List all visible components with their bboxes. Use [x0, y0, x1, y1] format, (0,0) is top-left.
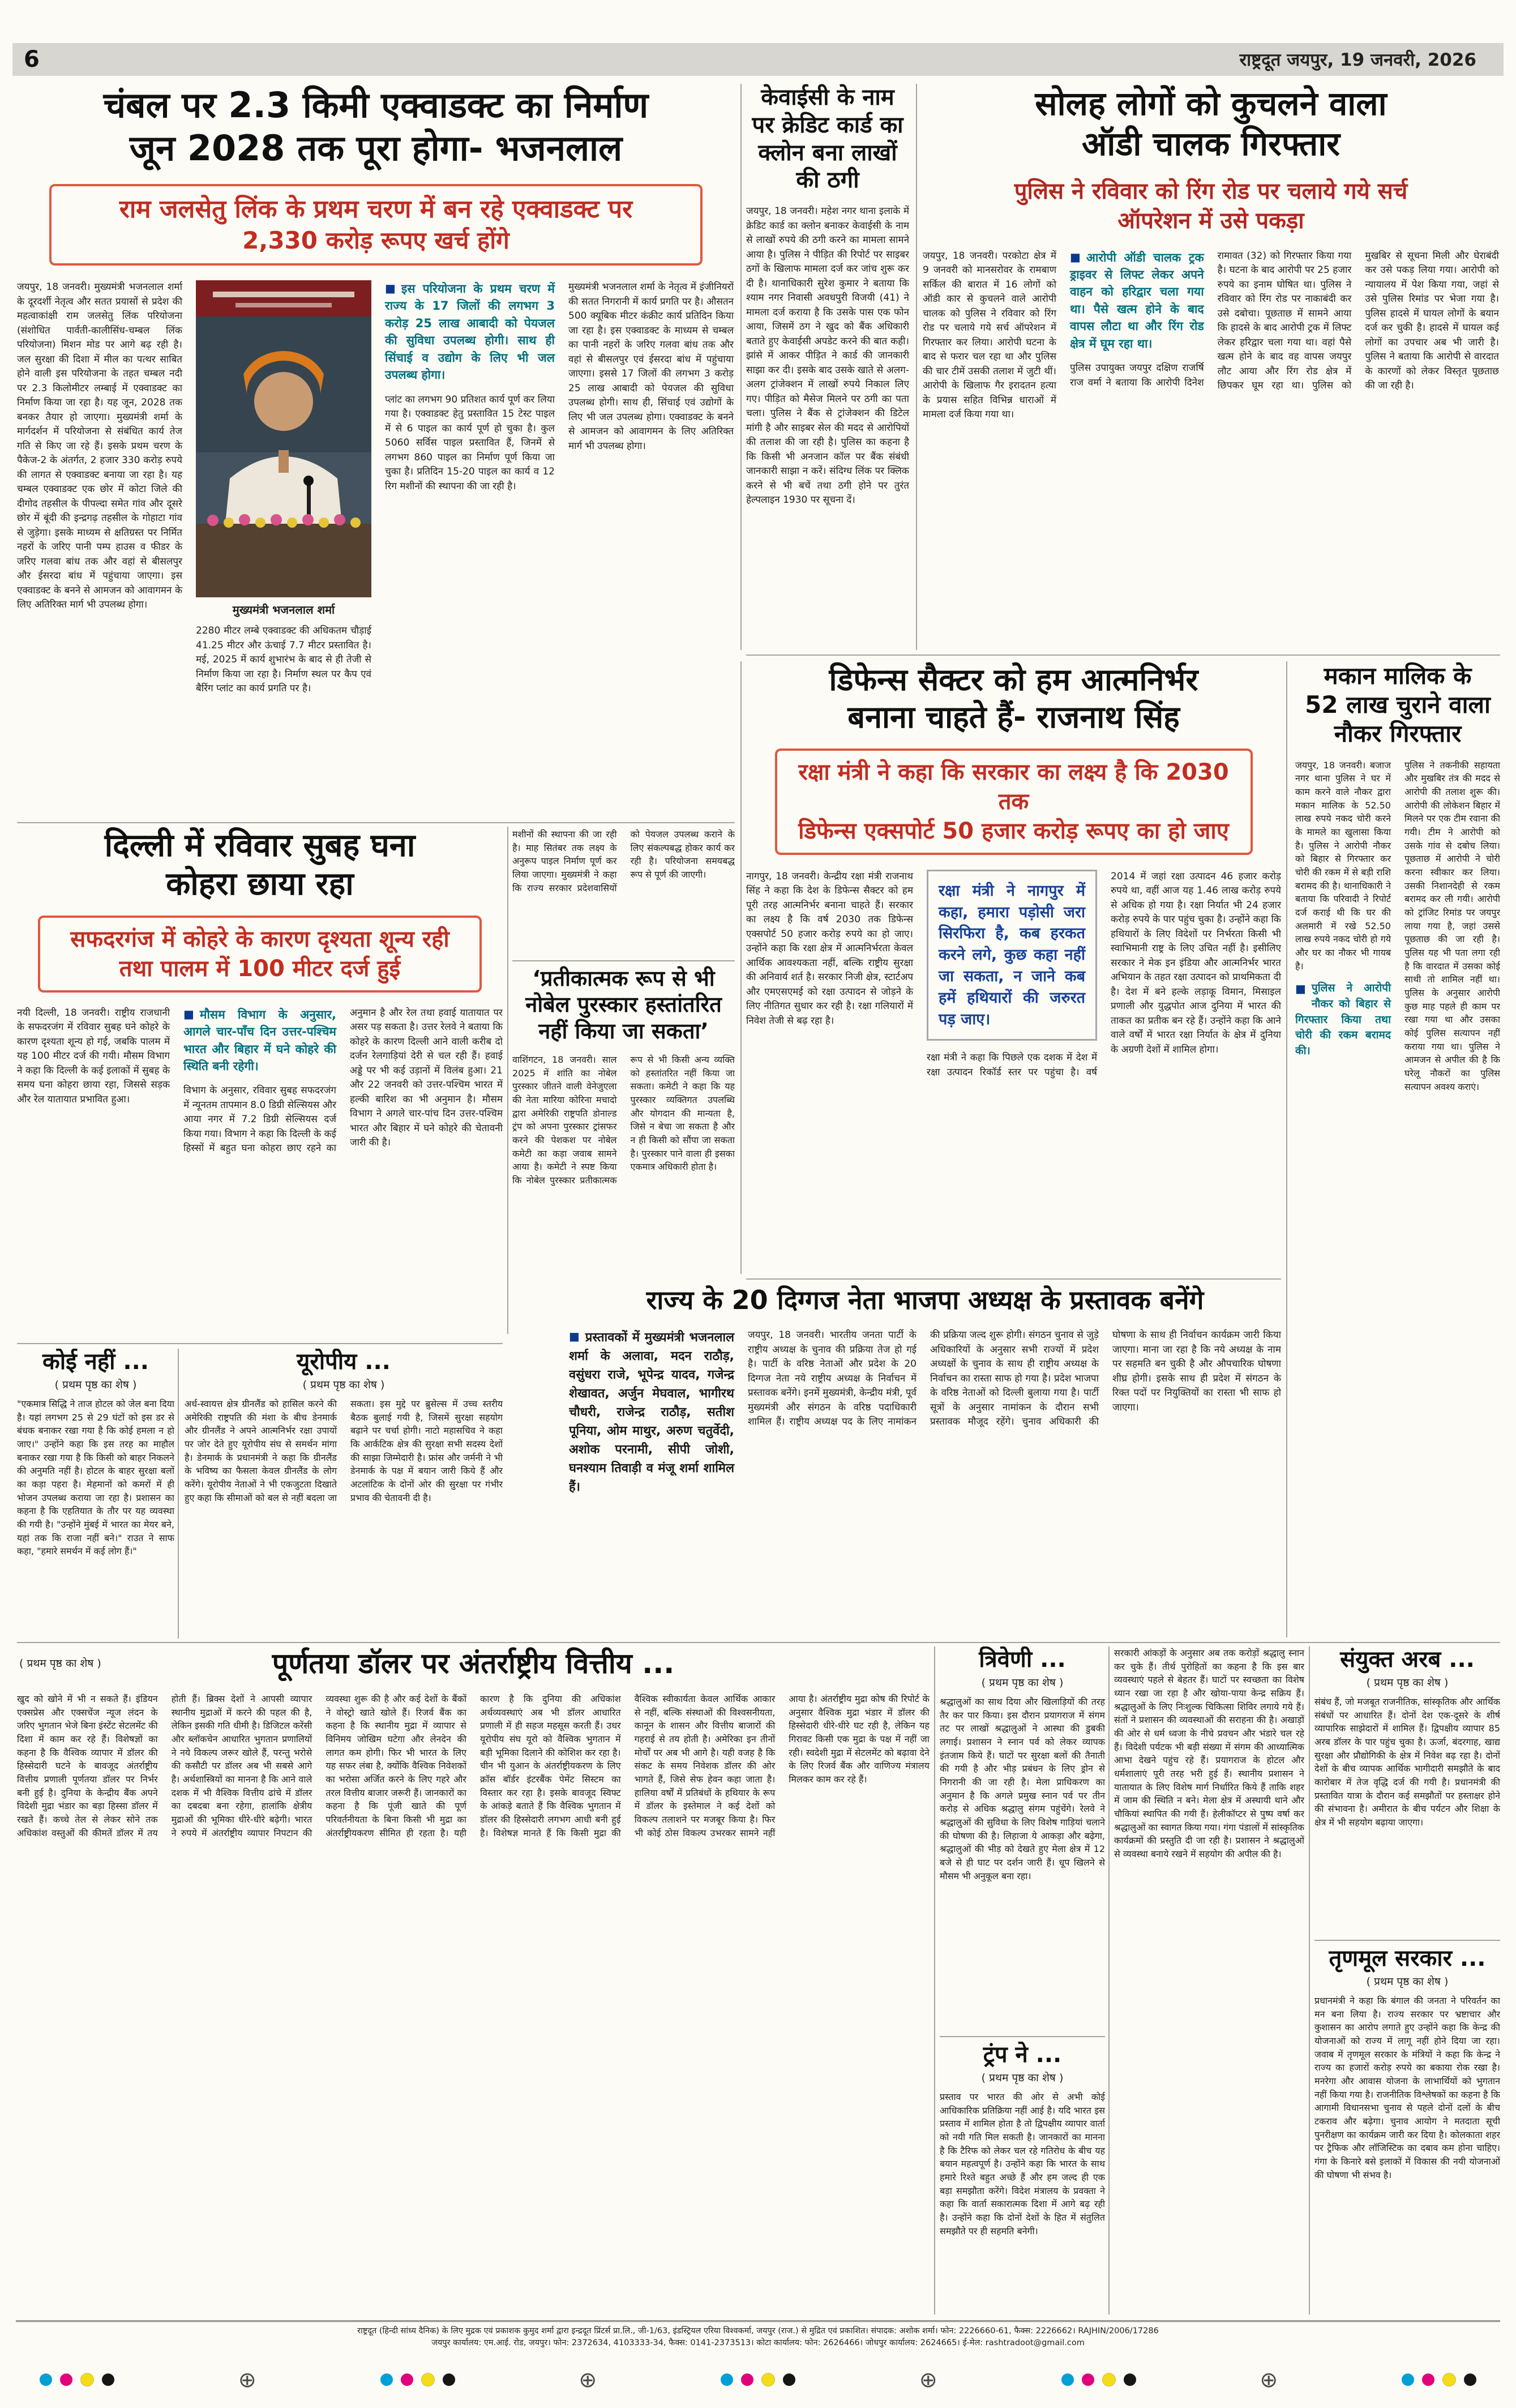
body-part2: पुलिस ने तकनीकी सहायता और मुखबिर तंत्र की मदद से आरोपी की तलाश शुरू की। आरोपी की लोकेशन बिहार में मिलने पर एक टीम रवाना की गयी। टीम ने आरोपी को उसके गांव से दबोच लिया। पूछताछ में आरोपी ने चोरी करना स्वीकार कर लिया। उसकी निशानदेही से रकम बरामद कर ली गयी। आरोपी को ट्रांजिट रिमांड पर जयपुर लाया गया है, जहां उससे पूछताछ की जा रही है। पुलिस यह भी पता लगा रही है कि वारदात में उसका कोई साथी तो शामिल नहीं था। पुलिस के अनुसार आरोपी कुछ माह पहले ही काम पर रखा गया था और उसका कोई पुलिस सत्यापन नहीं कराया गया था। पुलिस ने आमजन से अपील की है कि घरेलू नौकरों का पुलिस सत्यापन अवश्य कराएं। [1404, 759, 1500, 1092]
body-col1: जयपुर, 18 जनवरी। मुख्यमंत्री भजनलाल शर्मा के दूरदर्शी नेतृत्व और सतत प्रयासों से प्रदेश की महत्वाकांक्षी राम जलसेतु लिंक परियोजना (संशोधित पार्वती-कालीसिंध-चम्बल लिंक परियोजना) मिशन मोड पर आगे बढ़ रही है। जल सुरक्षा की दिशा में मील का पत्थर साबित होने वाली इस परियोजना के तहत चम्बल नदी पर 2.3 किलोमीटर लम्बाई में एक्वाडक्ट का निर्माण किया जा रहा है। यह जून, 2028 तक बनकर तैयार हो जाएगा। मुख्यमंत्री शर्मा के मार्गदर्शन में परियोजना से संबंधित कार्य तेज गति से किए जा रहे हैं। इसके प्रथम चरण के पैकेज-2 के अंतर्गत, 2 हजार 330 करोड़ रुपये की लागत से एक्वाडक्ट बनाया जा रहा है। यह चम्बल एक्वाडक्ट एक छोर में कोटा जिले की दीगोद तहसील के पीपल्दा समेत गांव और दूसरे छोर में बूंदी की इन्द्रगढ़ तहसील के गोहाटा गांव से जुड़ेगा। इसके माध्यम से क्षतिग्रस्त पर निर्मित नहरों के जरिए पानी पम्प हाउस व फीडर के जरिए गलवा बांध तक और वहां से बीसलपुर और ईसरदा बांध में पहुंचाया जाएगा। इस एक्वाडक्ट के बनने से आमजन को आवागमन के लिए अतिरिक्त मार्ग भी उपलब्ध होगा। [17, 281, 182, 611]
proposers-box [569, 1328, 734, 1634]
body: खुद को खोने में भी न सकते हैं। इंडियन एक्सप्रेस और एक्सचेंज न्यूज लंदन के जरिए भुगतान भेजे बिना इंस्टेंट सेटलमेंट की दिशा में काम कर रहे हैं। विशेषज्ञों का कहना है कि वैश्विक व्यापार में डॉलर की हिस्सेदारी घटने के बावजूद अंतर्राष्ट्रीय वित्तीय प्रणाली पूर्णतया डॉलर पर निर्भर बनी हुई है। दुनिया के केन्द्रीय बैंक अपने विदेशी मुद्रा भंडार का बड़ा हिस्सा डॉलर में रखते हैं। कच्चे तेल से लेकर सोने तक अधिकांश वस्तुओं की कीमतें डॉलर में तय होती हैं। ब्रिक्स देशों ने आपसी व्यापार स्थानीय मुद्राओं में करने की पहल की है, लेकिन इसकी गति धीमी है। डिजिटल करेंसी और ब्लॉकचेन आधारित भुगतान प्रणालियों ने नये विकल्प जरूर खोले हैं, परन्तु भरोसे की कसौटी पर डॉलर अब भी सबसे आगे है। अर्थशास्त्रियों का मानना है कि आने वाले दशक में भी वैश्विक वित्तीय ढांचे में डॉलर का दबदबा बना रहेगा, हालांकि क्षेत्रीय मुद्राओं की भूमिका धीरे-धीरे बढ़ेगी। भारत ने रुपये में अंतर्राष्ट्रीय व्यापार निपटान की व्यवस्था शुरू की है और कई देशों के बैंकों ने वोस्ट्रो खाते खोले हैं। रिजर्व बैंक का कहना है कि स्थानीय मुद्रा में व्यापार से विनिमय जोखिम घटेगा और लेनदेन की लागत कम होगी। फिर भी भारत के लिए यह सफर लंबा है, क्योंकि वैश्विक निवेशकों का भरोसा अर्जित करने के लिए गहरे और तरल वित्तीय बाजार जरूरी हैं। जानकारों का कहना है कि पूंजी खाते की पूर्ण परिवर्तनीयता के बिना किसी भी मुद्रा का अंतर्राष्ट्रीयकरण सीमित ही रहता है। यही कारण है कि दुनिया की अधिकांश अर्थव्यवस्थाएं अब भी डॉलर आधारित प्रणाली में ही सहज महसूस करती हैं। उधर यूरोपीय संघ यूरो को वैश्विक भुगतान में बड़ी भूमिका दिलाने की कोशिश कर रहा है। चीन भी युआन के अंतर्राष्ट्रीयकरण के लिए क्रॉस बॉर्डर इंटरबैंक पेमेंट सिस्टम का विस्तार कर रहा है। इसके बावजूद स्विफ्ट के आंकड़े बताते हैं कि वैश्विक भुगतान में डॉलर की हिस्सेदारी लगभग आधी बनी हुई है। विशेषज्ञ मानते हैं कि किसी मुद्रा की वैश्विक स्वीकार्यता केवल आर्थिक आकार से नहीं, बल्कि संस्थाओं की विश्वसनीयता, कानून के शासन और वित्तीय बाजारों की गहराई से तय होती है। अमेरिका इन तीनों मोर्चों पर अब भी आगे है। यही वजह है कि संकट के समय निवेशक डॉलर की ओर भागते हैं, जिसे सेफ हेवन कहा जाता है। हालिया वर्षों में प्रतिबंधों के हथियार के रूप में डॉलर के इस्तेमाल ने कई देशों को विकल्प तलाशने पर मजबूर किया है। फिर भी कोई ठोस विकल्प उभरकर सामने नहीं आया है। अंतर्राष्ट्रीय मुद्रा कोष की रिपोर्ट के अनुसार वैश्विक मुद्रा भंडार में डॉलर की हिस्सेदारी धीरे-धीरे घट रही है, लेकिन यह गिरावट किसी एक मुद्रा के पक्ष में नहीं जा रही। स्वदेशी मुद्रा में सेटलमेंट को बढ़ावा देने के लिए रिजर्व बैंक और वाणिज्य मंत्रालय मिलकर काम कर रहे हैं। [17, 1693, 930, 1838]
body-cols [927, 870, 1281, 1274]
body-rest: रक्षा मंत्री ने कहा कि पिछले एक दशक में देश में रक्षा उत्पादन रिकॉर्ड स्तर पर पहुंचा है। वर्ष 2014 में जहां रक्षा उत्पादन 46 हजार करोड़ रुपये था, वहीं आज यह 1.46 लाख करोड़ रुपये से अधिक हो गया है। रक्षा निर्यात भी 24 हजार करोड़ रुपये के पार पहुंच चुका है। उन्होंने कहा कि हथियारों के लिए विदेशों पर निर्भरता किसी भी स्वाभिमानी राष्ट्र के लिए उचित नहीं है। इसीलिए सरकार ने मेक इन इंडिया और आत्मनिर्भर भारत अभियान के तहत रक्षा उत्पादन को प्राथमिकता दी है। देश में बने हल्के लड़ाकू विमान, मिसाइल प्रणाली और युद्धपोत आज दुनिया में भारत की ताकत का प्रतीक बन रहे हैं। उन्होंने कहा कि आने वाले वर्षों में भारत रक्षा निर्यात के क्षेत्र में दुनिया के अग्रणी देशों में शामिल होगा। [927, 870, 1281, 1078]
continuation-uae [1314, 1646, 1500, 1940]
divider [746, 1278, 1281, 1280]
divider [940, 2036, 1105, 2037]
cyan-dot-icon [1402, 2373, 1414, 2386]
divider [746, 655, 1500, 656]
black-dot-icon [102, 2373, 114, 2386]
cyan-dot-icon [721, 2373, 733, 2386]
divider [740, 84, 742, 650]
continuation-column: सरकारी आंकड़ों के अनुसार अब तक करोड़ों श्रद्धालु स्नान कर चुके हैं। तीर्थ पुरोहितों का कहना है कि इस बार व्यवस्थाएं पहले से बेहतर हैं। घाटों पर स्वच्छता का विशेष ध्यान रखा जा रहा है और खोया-पाया केन्द्र सक्रिय हैं। श्रद्धालुओं के लिए निःशुल्क चिकित्सा शिविर लगाये गये हैं। संतों ने प्रशासन की व्यवस्थाओं की सराहना की है। अखाड़ों की ओर से धर्म ध्वजा के नीचे प्रवचन और भंडारे चल रहे हैं। विदेशी पर्यटक भी बड़ी संख्या में संगम की आध्यात्मिक आभा देखने पहुंच रहे हैं। प्रयागराज के होटल और धर्मशालाएं पूरी तरह भरी हुई हैं। स्थानीय प्रशासन ने यातायात के लिए विशेष मार्ग निर्धारित किये हैं ताकि शहर में जाम की स्थिति न बने। मेला क्षेत्र में अस्थायी थाने और चौकियां स्थापित की गयी हैं। हेलीकॉप्टर से पुष्प वर्षा कर श्रद्धालुओं का स्वागत किया गया। गंगा पंडालों में सांस्कृतिक कार्यक्रमों की प्रस्तुति दी जा रही है। प्रशासन ने श्रद्धालुओं से व्यवस्था बनाये रखने में सहयोग की अपील की है। [1114, 1648, 1304, 1860]
body-col1: नयी दिल्ली, 18 जनवरी। राष्ट्रीय राजधानी के सफदरजंग में रविवार सुबह घने कोहरे के कारण दृश्यता शून्य हो गई, जबकि पालम में यह 100 मीटर दर्ज की गयी। मौसम विभाग ने कहा कि दिल्ली के कई इलाकों में सुबह के समय घना कोहरा छाया रहा, जिससे सड़क और रेल यातायात प्रभावित हुआ। [17, 1007, 170, 1105]
headline: डिफेन्स सैक्टर को हम आत्मनिर्भर [829, 662, 1198, 698]
black-dot-icon [1464, 2373, 1476, 2386]
cyan-dot-icon [380, 2373, 393, 2386]
divider [17, 822, 735, 823]
continuation-tmc [1314, 1945, 1500, 2315]
continuation-trump [940, 2042, 1105, 2315]
highlight-text: मौसम विभाग के अनुसार, आगले चार-पाँच दिन उत्तर-पश्चिम भारत और बिहार में घने कोहरे की स्थिति बनी रहेगी। [183, 1007, 336, 1073]
continuation-triveni [940, 1646, 1105, 2036]
highlight-box [1070, 249, 1204, 353]
magenta-dot-icon [1422, 2373, 1434, 2386]
kicker: ( प्रथम पृष्ठ का शेष ) [54, 1379, 137, 1391]
section-title: त्रिवेणी ... [979, 1646, 1066, 1673]
divider [17, 1642, 1500, 1643]
divider [740, 661, 742, 1274]
bullet-square-icon: ■ [569, 1329, 580, 1344]
subhead-box [775, 749, 1253, 855]
bullet-square-icon: ■ [1070, 250, 1081, 264]
divider [512, 960, 735, 961]
registration-crosshair-icon: ⊕ [579, 2367, 597, 2392]
continuation-european [185, 1349, 503, 1639]
black-dot-icon [1124, 2373, 1136, 2386]
subhead-line1: रक्षा मंत्री ने कहा कि सरकार का लक्ष्य है कि 2030 तक [798, 759, 1229, 815]
imprint [16, 2320, 1500, 2349]
headline: सोलह लोगों को कुचलने वाला [1035, 84, 1387, 123]
magenta-dot-icon [60, 2373, 72, 2386]
body: श्रद्धालुओं का साथ दिया और खिलाड़ियों की तरह तैर कर पार किया। इस दौरान प्रयागराज में संगम तट पर लाखों श्रद्धालुओं ने आस्था की डुबकी लगाई। प्रशासन ने स्नान पर्व को लेकर व्यापक इंतजाम किये हैं। घाटों पर सुरक्षा बलों की तैनाती की गयी है और भीड़ प्रबंधन के लिए ड्रोन से निगरानी की जा रही है। मेला प्राधिकरण का अनुमान है कि अगले प्रमुख स्नान पर्व पर तीन करोड़ से अधिक श्रद्धालु संगम पहुंचेंगे। रेलवे ने श्रद्धालुओं की सुविधा के लिए विशेष गाड़ियां चलाने की घोषणा की है। लिहाजा ये आकड़ा और बढ़ेगा, श्रद्धालुओं की भीड़ को देखते हुए मेला क्षेत्र में 12 बजे से ही घाट पर दर्शन जारी हैं। धूप खिलने से मौसम भी अनुकूल बना रहा। [940, 1696, 1105, 1881]
article-nobel-transfer [512, 965, 735, 1277]
bullet-square-icon: ■ [385, 281, 396, 296]
headline: ‘प्रतीकात्मक रूप से भी नोबेल पुरस्कार हस्तांतरित नहीं किया जा सकता’ [525, 966, 722, 1043]
photo-column [196, 280, 371, 779]
yellow-dot-icon [761, 2373, 775, 2386]
subhead-line2: तथा पालम में 100 मीटर दर्ज हुई [119, 955, 401, 982]
cmyk-dots [40, 2373, 114, 2386]
cmyk-dots [1061, 2373, 1136, 2386]
subhead-line1: राम जलसेतु लिंक के प्रथम चरण में बन रहे एक्वाडक्ट पर [119, 195, 633, 224]
kicker: ( प्रथम पृष्ठ का शेष ) [302, 1379, 385, 1391]
subhead: पुलिस ने रविवार को रिंग रोड पर चलाये गये सर्च ऑपरेशन में उसे पकड़ा [1014, 178, 1408, 234]
yellow-dot-icon [1102, 2373, 1116, 2386]
cmyk-dots [380, 2373, 455, 2386]
section-title: पूर्णतया डॉलर पर अंतर्राष्ट्रीय वित्तीय ... [272, 1647, 675, 1680]
divider [507, 827, 508, 1334]
headline-line2: जून 2028 तक पूरा होगा- भजनलाल [129, 127, 623, 169]
magenta-dot-icon [741, 2373, 753, 2386]
article-delhi-fog [17, 827, 503, 1335]
quote-box: रक्षा मंत्री ने नागपुर में कहा, हमारा पड़ोसी जरा सिरफिरा है, कब हरकत करने लगे, कुछ कहा नहीं जा सकता, न जाने कब हमें हथियारों की जरुरत पड़ जाए। [927, 870, 1097, 1041]
body: अर्ध-स्वायत्त क्षेत्र ग्रीनलैंड को हासिल करने की अमेरिकी राष्ट्रपति की मंशा के बीच डेनमार्क और ग्रीनलैंड ने अपने आत्मनिर्भर रक्षा उपायों पर जोर देते हुए यूरोपीय संघ से समर्थन मांगा है। डेनमार्क के प्रधानमंत्री ने कहा कि ग्रीनलैंड के भविष्य का फैसला केवल ग्रीनलैंड के लोग करेंगे। यूरोपीय नेताओं ने भी एकजुटता दिखाते हुए कहा कि सीमाओं को बल से नहीं बदला जा सकता। इस मुद्दे पर ब्रुसेल्स में उच्च स्तरीय बैठक बुलाई गयी है, जिसमें सुरक्षा सहयोग बढ़ाने पर चर्चा होगी। नाटो महासचिव ने कहा कि आर्कटिक क्षेत्र की सुरक्षा सभी सदस्य देशों की साझा जिम्मेदारी है। फ्रांस और जर्मनी ने भी डेनमार्क के पक्ष में बयान जारी किये हैं और अटलांटिक के दोनों ओर की सुरक्षा पर गंभीर प्रभाव की चेतावनी दी है। [185, 1398, 503, 1503]
subhead-line2: डिफेन्स एक्सपोर्ट 50 हजार करोड़ रूपए का हो जाए [798, 818, 1229, 844]
divider [17, 1343, 503, 1344]
magenta-dot-icon [401, 2373, 413, 2386]
yellow-dot-icon [80, 2373, 94, 2386]
body: प्रधानमंत्री ने कहा कि बंगाल की जनता ने परिवर्तन का मन बना लिया है। राज्य सरकार पर भ्रष्टाचार और कुशासन का आरोप लगाते हुए उन्होंने कहा कि केन्द्र की योजनाओं को राज्य में लागू नहीं होने दिया जा रहा। जवाब में तृणमूल सरकार के मंत्रियों ने कहा कि केन्द्र ने राज्य का हजारों करोड़ रुपये का बकाया रोक रखा है। मनरेगा और आवास योजना के लाभार्थियों को भुगतान नहीं किया गया है। राजनीतिक विश्लेषकों का कहना है कि आगामी विधानसभा चुनाव से पहले दोनों दलों के बीच टकराव और बढ़ेगा। चुनाव आयोग ने मतदाता सूची पुनरीक्षण का कार्यक्रम जारी कर दिया है। कोलकाता शहर पर ट्रैफिक और लॉजिस्टिक का दबाव कम होना चाहिए। गंगा के किनारे बसे इलाकों में विकास की नयी योजनाओं की घोषणा भी संभव है। [1314, 1995, 1500, 2180]
article-chambal-continuation: मशीनों की स्थापना की जा रही है। माह सितंबर तक लक्ष्य के अनुरूप पाइल निर्माण पूर्ण कर लिया जाएगा। मुख्यमंत्री ने कहा कि राज्य सरकार प्रदेशवासियों को पेयजल उपलब्ध कराने के लिए संकल्पबद्ध होकर कार्य कर रही है। परियोजना समयबद्ध रूप से पूर्ण की जाएगी। [512, 829, 735, 893]
headline: मकान मालिक के 52 लाख चुराने वाला नौकर गिरफ्तार [1305, 662, 1491, 748]
infobox-column [385, 280, 555, 779]
divider [1108, 1646, 1110, 2315]
yellow-dot-icon [1442, 2373, 1456, 2386]
continuation-koi-nahin [17, 1349, 174, 1639]
subhead-box [38, 916, 482, 993]
section-title: यूरोपीय ... [297, 1349, 391, 1375]
article-bjp-proposers [569, 1284, 1281, 1640]
cmyk-dots [721, 2373, 795, 2386]
kicker: ( प्रथम पृष्ठ का शेष ) [1366, 1676, 1449, 1689]
headline: केवाईसी के नाम पर क्रेडिट कार्ड का क्लोन बना लाखों की ठगी [752, 84, 903, 194]
article-chambal-aqueduct [17, 84, 735, 820]
cmyk-dots [1402, 2373, 1476, 2386]
photo-caption: मुख्यमंत्री भजनलाल शर्मा [232, 603, 335, 617]
headline-line2: बनाना चाहते हैं- राजनाथ सिंह [847, 699, 1180, 735]
article-servant-theft [1295, 661, 1500, 1635]
divider [1314, 1940, 1500, 1941]
bullet-square-icon: ■ [183, 1007, 194, 1021]
proposers-list: प्रस्तावकों में मुख्यमंत्री भजनलाल शर्मा के अलावा, मदन राठौड़, वसुंधरा राजे, भूपेन्द्र यादव, गजेन्द्र शेखावत, अर्जुन मेघवाल, भागीरथ चौधरी, राजेन्द्र राठौड़, सतीश पूनिया, ओम माथुर, अरुण चतुर्वेदी, अशोक परनामी, सीपी जोशी, घनश्याम तिवाड़ी व मंजू शर्मा शामिल हैं। [569, 1331, 734, 1495]
registration-crosshair-icon: ⊕ [238, 2367, 256, 2392]
registration-crosshair-icon: ⊕ [1260, 2367, 1278, 2392]
highlight-box [183, 1006, 336, 1075]
cyan-dot-icon [1061, 2373, 1074, 2386]
body-under-photo: 2280 मीटर लम्बे एक्वाडक्ट की अधिकतम चौड़ाई 41.25 मीटर और ऊंचाई 7.7 मीटर प्रस्तावित है। मई, 2025 में कार्य शुभारंभ के बाद से ही तेजी से निर्माण किया जा रहा है। निर्माण स्थल पर कैप एवं बैरिंग प्लांट का कार्य प्रगति पर है। [196, 625, 371, 695]
imprint-line2: जयपुर कार्यालय: एम.आई. रोड, जयपुर। फोन: 2372634, 4103333-34, फैक्स: 0141-2373513। कोटा कार्यालय: फोन: 2626466। जोधपुर कार्यालय: 2624665। ई-मेल: rashtradoot@gmail.com [431, 2338, 1085, 2348]
headline-line2: कोहरा छाया रहा [166, 866, 354, 903]
body: जयपुर, 18 जनवरी। महेश नगर थाना इलाके में क्रेडिट कार्ड का क्लोन बनाकर केवाईसी के नाम से लाखों रुपये की ठगी करने का मामला सामने आया है। पुलिस ने पीड़ित की रिपोर्ट पर साइबर ठगों के खिलाफ मामला दर्ज कर जांच शुरू कर दी है। थानाधिकारी सुरेश कुमार ने बताया कि श्याम नगर निवासी अवधपुरी विजयी (41) ने मामला दर्ज कराया है कि उसके पास एक फोन आया, जिसमें ठग ने खुद को बैंक अधिकारी बताते हुए केवाईसी अपडेट करने की बात कही। झांसे में आकर पीड़ित ने कार्ड की जानकारी साझा कर दी। इसके बाद उसके खाते से अलग-अलग ट्रांजेक्शन में लाखों रुपये निकाल लिए गए। पीड़ित को मैसेज मिलने पर ठगी का पता चला। पुलिस ने बैंक से ट्रांजेक्शन की डिटेल मांगी है और साइबर सेल की मदद से आरोपियों की तलाश की जा रही है। पुलिस का कहना है कि किसी भी अनजान कॉल पर बैंक संबंधी जानकारी साझा न करें। संदिग्ध लिंक पर क्लिक करने से भी बचें तथा ठगी होने पर तुरंत हेल्पलाइन 1930 पर सूचना दें। [746, 206, 909, 506]
registration-crosshair-icon: ⊕ [919, 2367, 937, 2392]
magenta-dot-icon [1082, 2373, 1094, 2386]
body-part1: जयपुर, 18 जनवरी। बजाज नगर थाना पुलिस ने घर में काम करने वाले नौकर द्वारा मकान मालिक के 52.50 लाख रुपये नकद चोरी करने के मामले का खुलासा किया है। पुलिस ने आरोपी नौकर को बिहार से गिरफ्तार कर चोरी की रकम में से बड़ी राशि बरामद की है। थानाधिकारी ने बताया कि परिवादी ने रिपोर्ट दर्ज कराई थी कि घर की अलमारी में रखे 52.50 लाख रुपये नकद चोरी हो गये और घर का नौकर भी गायब है। [1295, 759, 1391, 972]
body: संबंध हैं, जो मजबूत राजनीतिक, सांस्कृतिक और आर्थिक संबंधों पर आधारित हैं। दोनों देश एक-दूसरे के शीर्ष व्यापारिक साझेदारों में शामिल हैं। द्विपक्षीय व्यापार 85 अरब डॉलर के पार पहुंच चुका है। ऊर्जा, बंदरगाह, खाद्य सुरक्षा और प्रौद्योगिकी के क्षेत्र में निवेश बढ़ रहा है। दोनों देशों के बीच व्यापक आर्थिक भागीदारी समझौते के बाद कारोबार में तेज वृद्धि दर्ज की गयी है। प्रधानमंत्री की प्रस्तावित यात्रा के दौरान कई समझौतों पर हस्ताक्षर होने की संभावना है। अमीरात के बीच पर्यटन और शिक्षा के क्षेत्र में भी सहयोग बढ़ाया जाएगा। [1314, 1696, 1500, 1828]
divider [916, 84, 917, 650]
highlight-text: आरोपी ऑडी चालक ट्रक ड्राइवर से लिफ्ट लेकर अपने वाहन को हरिद्वार चला गया था। पैसे खत्म होने के बाद वापस लौटा था और रिंग रोड क्षेत्र में घूम रहा था। [1070, 250, 1204, 350]
subhead-box [49, 184, 703, 266]
body-col3: प्लांट का लगभग 90 प्रतिशत कार्य पूर्ण कर लिया गया है। एक्वाडक्ट हेतु प्रस्तावित 15 टेस्ट पाइल में से 6 पाइल का कार्य पूर्ण हो चुका है। कुल 5060 सर्विस पाइल प्रस्तावित हैं, जिनमें से लगभग 860 पाइल का निर्माण पूर्ण किया जा चुका है। प्रतिदिन 15-20 पाइल का कार्य व 12 रिग मशीनों की स्थापना की जा रही है। [385, 394, 555, 492]
divider [178, 1349, 179, 1639]
body: वाशिंगटन, 18 जनवरी। साल 2025 में शांति का नोबेल पुरस्कार जीतने वाली वेनेजुएला की नेता मारिया कोरिना मचादो द्वारा अमेरिकी राष्ट्रपति डोनाल्ड ट्रंप को अपना पुरस्कार ट्रांसफर करने की पेशकश पर नोबेल कमेटी का कड़ा जवाब सामने आया है। कमेटी ने स्पष्ट किया कि नोबेल पुरस्कार प्रतीकात्मक रूप से भी किसी अन्य व्यक्ति को हस्तांतरित नहीं किया जा सकता। कमेटी ने कहा कि यह पुरस्कार व्यक्तिगत उपलब्धि और योगदान की मान्यता है, जिसे न बेचा जा सकता है और न ही किसी को सौंपा जा सकता है। पुरस्कार पाने वाला ही इसका एकमात्र अधिकारी होता है। [512, 1054, 735, 1186]
divider [1309, 1646, 1310, 2315]
kicker: ( प्रथम पृष्ठ का शेष ) [19, 1657, 101, 1670]
section-title: तृणमूल सरकार ... [1329, 1945, 1486, 1971]
body-col1: नागपुर, 18 जनवरी। केन्द्रीय रक्षा मंत्री राजनाथ सिंह ने कहा कि देश के डिफेन्स सैक्टर को हम पूरी तरह आत्मनिर्भर बनाना चाहते हैं। सरकार का लक्ष्य है कि वर्ष 2030 तक डिफेन्स एक्सपोर्ट 50 हजार करोड़ रुपये का हो जाए। उन्होंने कहा कि रक्षा क्षेत्र में आत्मनिर्भरता केवल आर्थिक आवश्यकता नहीं, बल्कि राष्ट्रीय सुरक्षा की अनिवार्य शर्त है। सरकार निजी क्षेत्र, स्टार्टअप और एमएसएमई को रक्षा उत्पादन से जोड़ने के लिए नीतिगत सुधार कर रही है। रक्षा गलियारों में निवेश तेजी से बढ़ रहा है। [746, 870, 913, 1026]
body-rest: पुलिस उपायुक्त जयपुर दक्षिण राजर्षि राज वर्मा ने बताया कि आरोपी दिनेश रामावत (32) को गिरफ्तार किया गया है। घटना के बाद आरोपी पर 25 हजार रुपये का इनाम घोषित था। पुलिस ने रविवार को रिंग रोड पर नाकाबंदी कर उसे दबोचा। पूछताछ में सामने आया कि हादसे के बाद आरोपी ट्रक में लिफ्ट लेकर हरिद्वार चला गया था। वहां पैसे खत्म होने के बाद वह वापस जयपुर लौट आया और रिंग रोड क्षेत्र में छिपकर घूम रहा था। पुलिस को मुखबिर से सूचना मिली और घेराबंदी कर उसे पकड़ लिया गया। आरोपी को न्यायालय में पेश किया गया, जहां से उसे पुलिस रिमांड पर भेजा गया है। पुलिस हादसे में घायल लोगों के बयान दर्ज कर चुकी है। हादसे में घायल कई लोगों का उपचार अब भी जारी है। पुलिस ने बताया कि आरोपी से वारदात के कारणों को लेकर विस्तृत पूछताछ की जा रही है। [1070, 250, 1499, 391]
section-title: ट्रंप ने ... [983, 2042, 1062, 2068]
highlight-box [1295, 981, 1391, 1059]
subhead-line2: 2,330 करोड़ रूपए खर्च होंगे [242, 226, 509, 255]
body: जयपुर, 18 जनवरी। भारतीय जनता पार्टी के राष्ट्रीय अध्यक्ष के चुनाव की प्रक्रिया तेज हो गई है। पार्टी के वरिष्ठ नेताओं और प्रदेश के 20 दिग्गज नेता नये राष्ट्रीय अध्यक्ष के निर्वाचन में प्रस्तावक बनेंगे। इनमें मुख्यमंत्री, केन्द्रीय मंत्री, पूर्व मुख्यमंत्री और संगठन के वरिष्ठ पदाधिकारी शामिल हैं। राष्ट्रीय अध्यक्ष पद के लिए नामांकन की प्रक्रिया जल्द शुरू होगी। संगठन चुनाव से जुड़े अधिकारियों के अनुसार सभी राज्यों में प्रदेश अध्यक्षों के चुनाव के साथ ही राष्ट्रीय अध्यक्ष के निर्वाचन का रास्ता साफ हो गया है। प्रदेश भाजपा के वरिष्ठ नेताओं को दिल्ली बुलाया गया है। पार्टी सूत्रों के अनुसार नामांकन के दौरान सभी प्रस्तावक मौजूद रहेंगे। चुनाव अधिकारी की घोषणा के साथ ही निर्वाचन कार्यक्रम जारी किया जाएगा। माना जा रहा है कि नये अध्यक्ष के नाम पर सहमति बन चुकी है और औपचारिक घोषणा शीघ्र होगी। इसके साथ ही प्रदेश में संगठन के रिक्त पदों पर नियुक्तियों का रास्ता भी साफ हो जाएगा। [748, 1329, 1281, 1428]
bullet-square-icon: ■ [1295, 982, 1306, 996]
registration-strip [0, 2360, 1516, 2400]
highlight-text: इस परियोजना के प्रथम चरण में राज्य के 17 जिलों की लगभग 3 करोड़ 25 लाख आबादी को पेयजल की सुविधा उपलब्ध होगी। साथ ही सिंचाई व उद्योग के लिए भी जल उपलब्ध होगा। [385, 282, 555, 382]
highlight-text: पुलिस ने आरोपी नौकर को बिहार से गिरफ्तार किया तथा चोरी की रकम बरामद की। [1295, 982, 1391, 1057]
cm-photo [196, 280, 371, 597]
body-cols [183, 1006, 503, 1323]
article-audi-driver-arrest [923, 84, 1499, 650]
page-number: 6 [24, 46, 40, 72]
body-cols [1070, 249, 1499, 600]
body-col1: जयपुर, 18 जनवरी। परकोटा क्षेत्र में 9 जनवरी को मानसरोवर के रामबाण सर्किल की बारात में 16 लोगों को ऑडी कार से कुचलने वाले आरोपी चालक को पुलिस ने रविवार को रिंग रोड पर चलाये गये सर्च ऑपरेशन में गिरफ्तार कर लिया। आरोपी घटना के बाद से फरार चल रहा था और पुलिस की चार टीमें उसकी तलाश में जुटी थीं। आरोपी के खिलाफ गैर इरादतन हत्या के प्रयास सहित विभिन्न धाराओं में मामला दर्ज किया गया था। [923, 250, 1056, 420]
masthead-dateline: राष्ट्रदूत जयपुर, 19 जनवरी, 2026 [1239, 50, 1476, 70]
imprint-line1: राष्ट्रदूत (हिन्दी सांध्य दैनिक) के लिए मुद्रक एवं प्रकाशक कुमुद शर्मा द्वारा इन्द्रदूत प्रिंटर्स प्रा.लि., जी-1/63, इंडस्ट्रियल एरिया विश्वकर्मा, जयपुर (राज.) से मुद्रित एवं प्रकाशित। संपादक: अशोक शर्मा। फोन: 2226660-61, फैक्स: 2226662। RAJHIN/2006/17286 [357, 2326, 1159, 2336]
continuation-dollar-financial [17, 1646, 930, 2315]
kicker: ( प्रथम पृष्ठ का शेष ) [981, 1676, 1064, 1689]
body-rest: विभाग के अनुसार, रविवार सुबह सफदरजंग में न्यूनतम तापमान 8.0 डिग्री सेल्सियस और आया नगर में 7.2 डिग्री सेल्सियस दर्ज किया गया। विभाग ने कहा कि दिल्ली के कई हिस्सों में बहुत घना कोहरा छाए रहने का अनुमान है और रेल तथा हवाई यातायात पर असर पड़ सकता है। उत्तर रेलवे ने बताया कि कोहरे के कारण दिल्ली आने वाली करीब दो दर्जन रेलगाड़ियां देरी से चल रही हैं। हवाई अड्डे पर भी कई उड़ानों में विलंब हुआ। 21 और 22 जनवरी को उत्तर-पश्चिम भारत में हल्की बारिश का भी अनुमान है। मौसम विभाग ने अगले चार-पांच दिन उत्तर-पश्चिम भारत और बिहार में घने कोहरे की चेतावनी जारी की है। [183, 1007, 503, 1154]
kicker: ( प्रथम पृष्ठ का शेष ) [981, 2072, 1064, 2084]
divider [1286, 661, 1287, 1637]
headline-line2: ऑडी चालक गिरफ्तार [1082, 124, 1340, 163]
black-dot-icon [783, 2373, 795, 2386]
subhead-line1: सफदरगंज में कोहरे के कारण दृश्यता शून्य रही [70, 926, 449, 952]
divider [934, 1646, 935, 2315]
black-dot-icon [443, 2373, 455, 2386]
highlight-box [385, 280, 555, 384]
article-kyc-fraud [746, 84, 909, 650]
page-header-bar [12, 43, 1504, 76]
headline: चंबल पर 2.3 किमी एक्वाडक्ट का निर्माण [103, 84, 649, 126]
body-col4: मुख्यमंत्री भजनलाल शर्मा के नेतृत्व में इंजीनियरों की सतत निगरानी में कार्य प्रगति पर है। औसतन 500 क्यूबिक मीटर कंक्रीट कार्य प्रतिदिन किया जा रहा है। इस एक्वाडक्ट के माध्यम से चम्बल का पानी नहरों के जरिए गलवा बांध तक और वहां से बीसलपुर एवं ईसरदा बांध में पहुंचाया जाएगा। इससे 17 जिलों की लगभग 3 करोड़ 25 लाख आबादी को पेयजल की सुविधा उपलब्ध होगी। साथ ही, सिंचाई एवं उद्योगों के लिए भी जल उपलब्ध होगा। एक्वाडक्ट के बनने से आमजन को आवागमन के लिए अतिरिक्त मार्ग भी उपलब्ध होगा। [568, 281, 734, 452]
article-defence-rajnath [746, 661, 1281, 1274]
yellow-dot-icon [421, 2373, 435, 2386]
section-title: संयुक्त अरब ... [1340, 1646, 1475, 1673]
headline: राज्य के 20 दिग्गज नेता भाजपा अध्यक्ष के प्रस्तावक बनेंगे [646, 1285, 1204, 1315]
kicker: ( प्रथम पृष्ठ का शेष ) [1366, 1975, 1449, 1988]
headline: दिल्ली में रविवार सुबह घना [104, 827, 416, 864]
cyan-dot-icon [40, 2373, 52, 2386]
body: प्रस्ताव पर भारत की ओर से अभी कोई आधिकारिक प्रतिक्रिया नहीं आई है। यदि भारत इस प्रस्ताव में शामिल होता है तो द्विपक्षीय व्यापार वार्ता को नयी गति मिल सकती है। जानकारों का मानना है कि टैरिफ को लेकर चल रहे गतिरोध के बीच यह बयान महत्वपूर्ण है। उन्होंने कहा कि भारत के साथ हमारे रिश्ते बहुत अच्छे हैं और हम जल्द ही एक बड़ा समझौता करेंगे। विदेश मंत्रालय के प्रवक्ता ने कहा कि वार्ता सकारात्मक दिशा में आगे बढ़ रही है। उन्होंने कहा कि दोनों देशों के हित में संतुलित समझौते पर ही सहमति बनेगी। [940, 2092, 1105, 2236]
body: "एकमात्र सिद्धि ने ताज होटल को जेल बना दिया है। यहां लगभग 25 से 29 घंटों को इस डर से बंधक बनाकर रखा गया है कि कोई हमला न हो जाए।" उन्होंने कहा कि इस तरह का माहौल बनाकर रखा गया है कि किसी को बाहर निकलने की अनुमति नहीं है। होटल के बाहर सुरक्षा बलों का कड़ा पहरा है। मेहमानों को कमरों में ही भोजन उपलब्ध कराया जा रहा है। प्रशासन का कहना है कि एहतियात के तौर पर यह व्यवस्था की गयी है। "उन्होंने मुंबई में भारत का मेयर बने, यहां तक कि राजा नहीं बने।" राउत ने साफ कहा, "हमारे समर्थन में कई लोग हैं।" [17, 1398, 174, 1557]
section-title: कोई नहीं ... [42, 1349, 149, 1375]
